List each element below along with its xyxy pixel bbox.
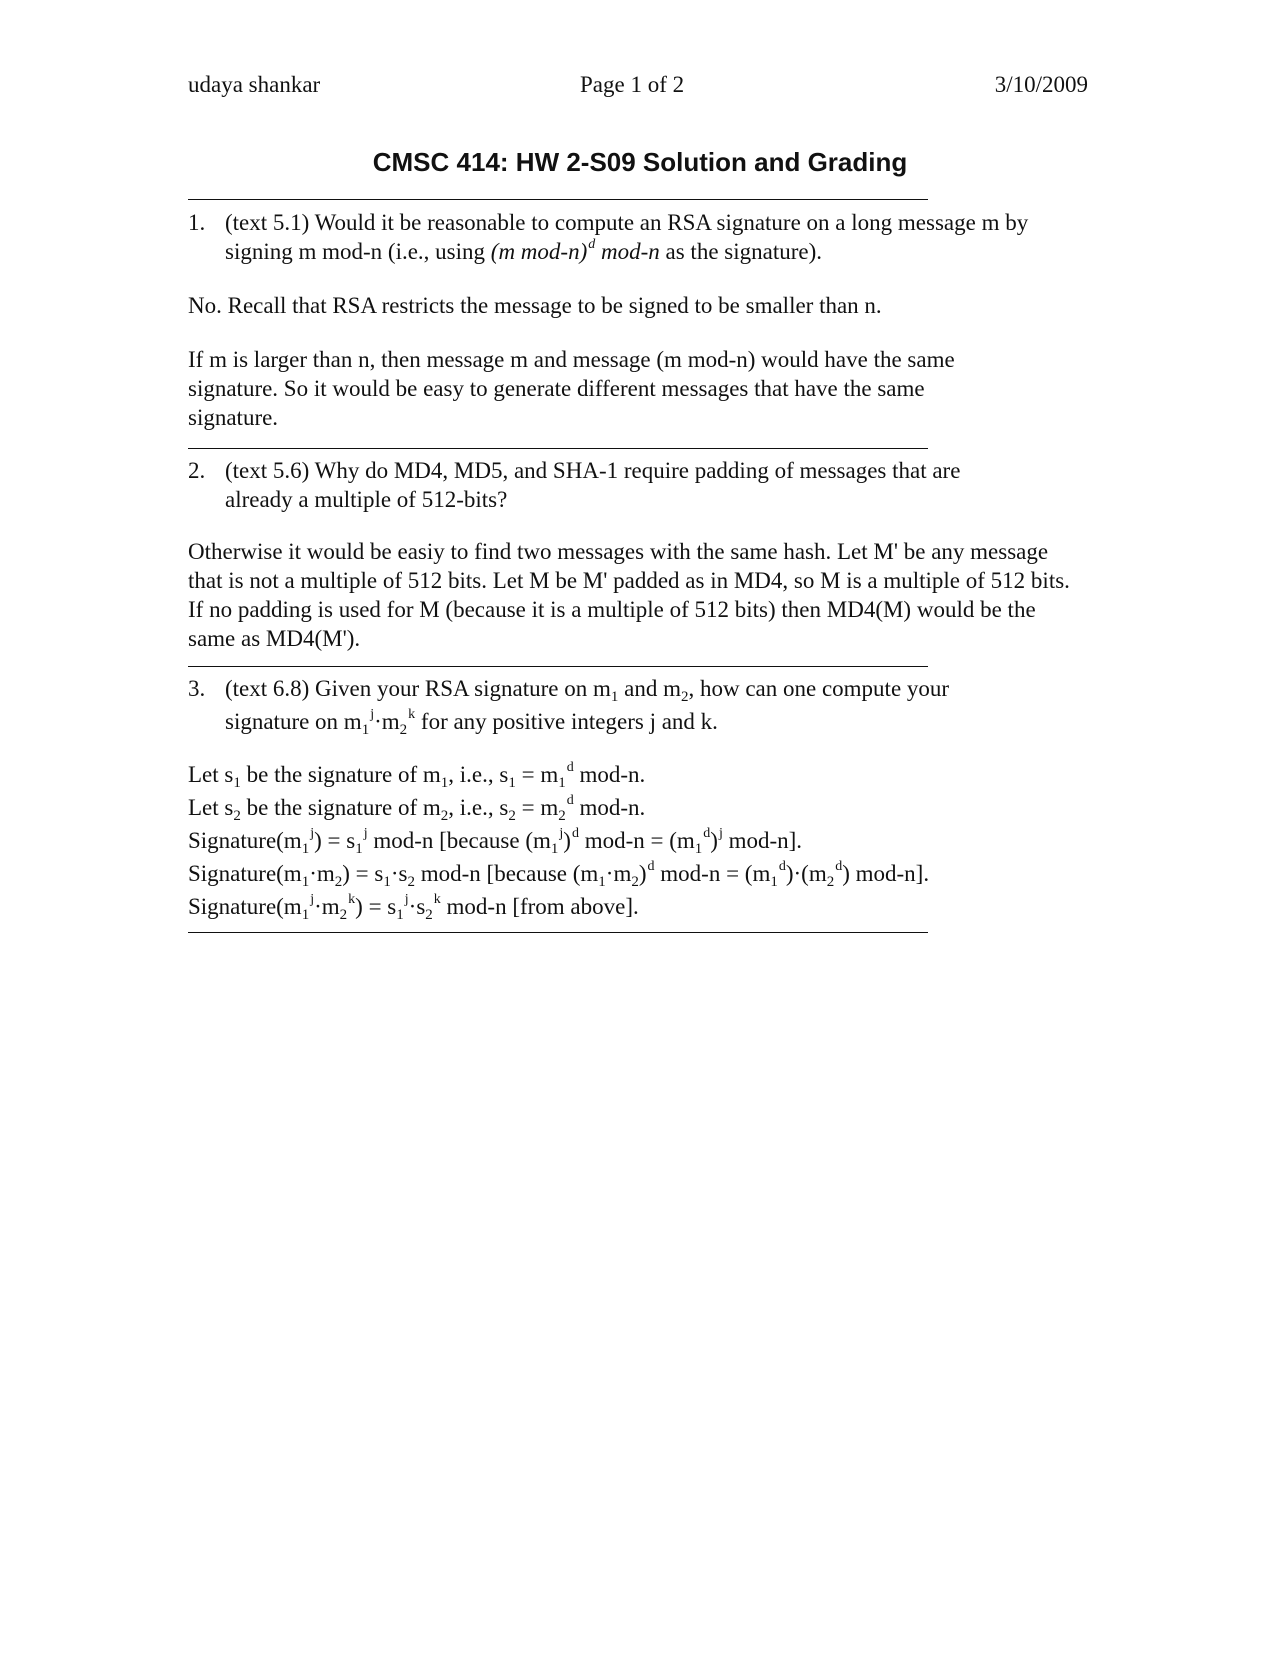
answer-3-line-5: $Signature(m_1^j\cdot m_2^k) = s_1^j\cdot s_2^k$ mod-n [from above]. (188, 892, 639, 923)
question-number: 1. (188, 210, 206, 235)
header-page-number: Page 1 of 2 (580, 72, 685, 97)
header-date: 3/10/2009 (994, 72, 1088, 97)
answer-3 (188, 760, 1098, 925)
header-author: udaya shankar (188, 72, 321, 97)
question-text: (text 6.8) Given your RSA signature on $m_1$ and $m_2$, how can one compute your signature on $m_1^j\cdot m_2^k$ for any positive integers j and k. (225, 676, 950, 738)
divider (188, 448, 928, 449)
question-number: 3. (188, 676, 206, 701)
question-2 (188, 456, 1028, 514)
answer-2: Otherwise it would be easiy to find two messages with the same hash. Let M' be any message that is not a multiple of 512 bits. Let M be M' padded as in MD4, so M is a multiple of 512 bits. If no padding is used for M (because it is a multiple of 512 bits) then MD4(M) would be the same as MD4(M'). (188, 539, 1070, 651)
question-1 (188, 208, 1098, 270)
answer-3-line-2: Let $s_2$ be the signature of $m_2$, i.e., $s_2 = m_2^d$ mod-n. (188, 793, 646, 824)
question-text: (text 5.6) Why do MD4, MD5, and SHA-1 require padding of messages that are already a multiple of 512-bits? (225, 458, 961, 512)
page-header (188, 72, 1088, 108)
answer-3-line-4: $Signature(m_1\cdot m_2) = s_1\cdot s_2$ mod-n [because $(m_1\cdot m_2)^d$ $mod-n = (m_1^d)\cdot(m_2^d)$ mod-n]. (188, 859, 930, 890)
answer-3-line-3: $Signature(m_1^j) = s_1^j$ mod-n [because $(m_1^j)^d$ $mod-n = (m_1^d)^j$ mod-n]. (188, 826, 803, 857)
divider (188, 666, 928, 667)
question-3 (188, 674, 1028, 740)
answer-1-paragraph-2: If m is larger than n, then message m and message (m mod-n) would have the same signature. So it would be easy to generate different messages that have the same signature. (188, 347, 955, 430)
question-text: (text 5.1) Would it be reasonable to compute an RSA signature on a long message m by signing m mod-n (i.e., using (m mod-n)$^d$ mod-n as the signature). (225, 210, 1029, 264)
answer-3-line-1: Let $s_1$ be the signature of $m_1$, i.e., $s_1 = m_1^d$ mod-n. (188, 760, 646, 791)
question-number: 2. (188, 458, 206, 483)
answer-1-paragraph-1: No. Recall that RSA restricts the message to be signed to be smaller than n. (188, 293, 882, 318)
document-title: CMSC 414: HW 2-S09 Solution and Grading (372, 147, 908, 177)
divider (188, 932, 928, 933)
divider (188, 199, 928, 200)
